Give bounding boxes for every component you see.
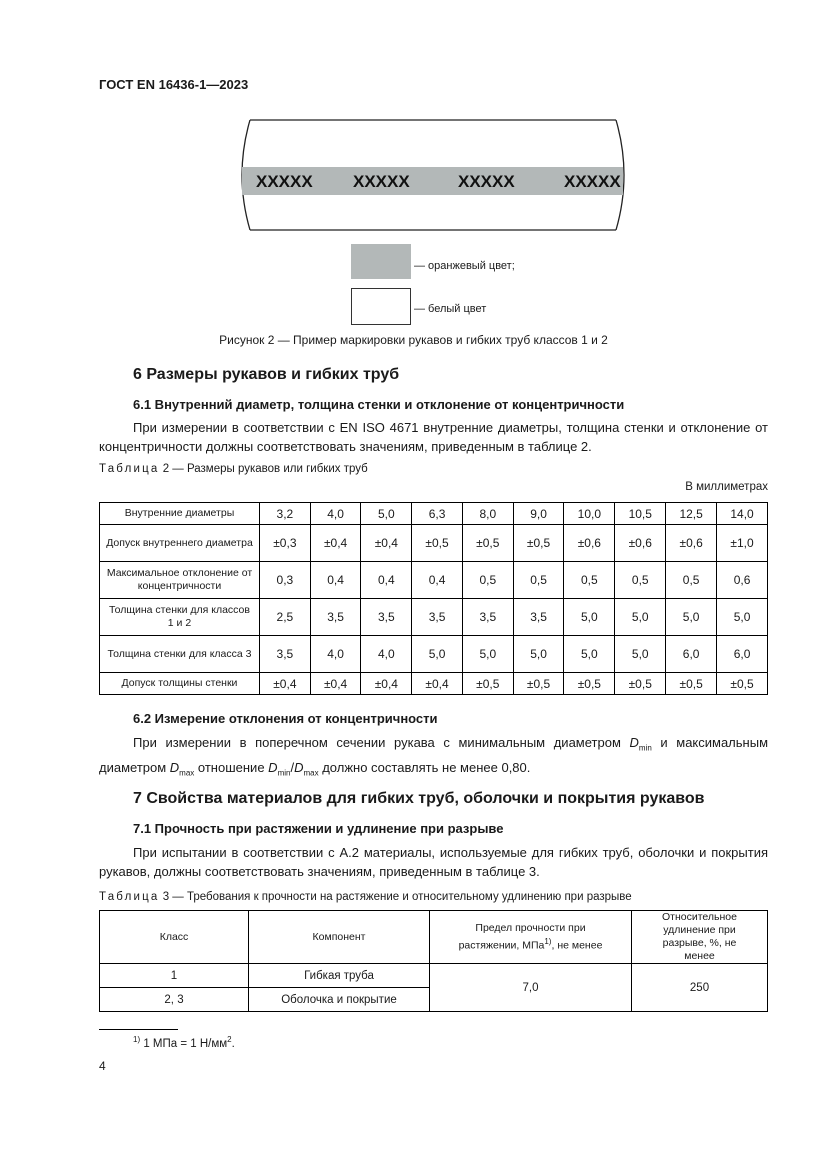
table-cell: ±0,5 <box>462 673 513 695</box>
table-cell: 14,0 <box>717 503 768 525</box>
table-3 <box>99 910 768 1012</box>
row-label: Допуск толщины стенки <box>100 673 260 695</box>
cell-component: Гибкая труба <box>249 964 430 988</box>
table-row <box>100 673 768 695</box>
symbol-d: D <box>629 735 639 750</box>
section-6-title: 6 Размеры рукавов и гибких труб <box>133 366 400 383</box>
table-cell: 0,6 <box>717 562 768 599</box>
table-row <box>100 503 768 525</box>
table-cell: ±0,5 <box>513 673 564 695</box>
table-row <box>100 525 768 562</box>
table-2-units: В миллиметрах <box>685 481 768 493</box>
table-cell: ±0,4 <box>361 525 412 562</box>
table-cell: ±0,3 <box>260 525 311 562</box>
table-cell: 0,4 <box>412 562 463 599</box>
subscript-max: max <box>179 768 195 778</box>
marking-text: XXXXX <box>564 172 621 191</box>
header-text: Предел прочности при растяжении, МПа <box>458 921 586 952</box>
table-cell: ±0,5 <box>666 673 717 695</box>
cell-class: 2, 3 <box>100 988 249 1012</box>
table-cell: ±0,6 <box>666 525 717 562</box>
table-label: Таблица <box>99 891 160 903</box>
table-row <box>100 636 768 673</box>
table-row <box>100 599 768 636</box>
table-cell: 5,0 <box>666 599 717 636</box>
table-header-row <box>100 911 768 964</box>
table-2-caption <box>99 463 368 475</box>
hose-marking-figure <box>238 118 628 243</box>
text-fragment: и максимальным диаметром <box>99 735 769 775</box>
table-cell: ±1,0 <box>717 525 768 562</box>
figure-caption: Рисунок 2 — Пример маркировки рукавов и гибких труб классов 1 и 2 <box>219 333 608 347</box>
table-cell: ±0,5 <box>513 525 564 562</box>
footnote-ref: 1) <box>544 936 552 946</box>
table-cell: ±0,5 <box>564 673 615 695</box>
table-cell: 3,5 <box>361 599 412 636</box>
table-cell: 3,5 <box>260 636 311 673</box>
section-7-1-text: При испытании в соответствии с А.2 материалы, используемые для гибких труб, оболочки и покрытия рукавов, должны соответствовать значениям, приведенным в таблице 3. <box>99 845 768 879</box>
table-caption-text: 2 — Размеры рукавов или гибких труб <box>159 463 368 475</box>
table-cell: ±0,4 <box>361 673 412 695</box>
footnote <box>133 1035 235 1050</box>
table-2 <box>99 502 768 695</box>
table-cell: 0,5 <box>462 562 513 599</box>
table-cell: 6,0 <box>666 636 717 673</box>
table-cell: 5,0 <box>564 636 615 673</box>
symbol-d: D <box>169 759 180 775</box>
table-cell: 4,0 <box>361 636 412 673</box>
table-cell: 3,5 <box>513 599 564 636</box>
table-cell: ±0,6 <box>564 525 615 562</box>
row-label: Максимальное отклонение от концентричности <box>100 562 260 599</box>
table-cell: 5,0 <box>615 636 666 673</box>
symbol-d: D <box>268 759 278 775</box>
symbol-d: D <box>294 759 304 775</box>
section-6-2-title: 6.2 Измерение отклонения от концентричности <box>133 711 438 726</box>
footnote-mark: 1) <box>133 1035 141 1044</box>
table-cell: ±0,5 <box>615 673 666 695</box>
table-row <box>100 964 768 988</box>
subscript-min: min <box>277 768 291 778</box>
table-cell: 5,0 <box>462 636 513 673</box>
legend-swatch-white <box>351 288 411 325</box>
section-6-1-text: При измерении в соответствии с EN ISO 4671 внутренние диаметры, толщина стенки и отклонение от концентричности должны соответствовать значениям, приведенным в таблице 2. <box>99 420 768 454</box>
table-cell: 4,0 <box>310 503 361 525</box>
table-cell: 10,0 <box>564 503 615 525</box>
row-label: Толщина стенки для классов 1 и 2 <box>100 599 260 636</box>
table-cell: ±0,4 <box>412 673 463 695</box>
section-7-title: 7 Свойства материалов для гибких труб, оболочки и покрытия рукавов <box>133 790 705 807</box>
table-cell: ±0,5 <box>717 673 768 695</box>
cell-elongation: 250 <box>632 964 768 1012</box>
marking-text: XXXXX <box>256 172 313 191</box>
subscript-max: max <box>303 768 319 778</box>
table-cell: 0,4 <box>361 562 412 599</box>
footnote-sup: 2 <box>227 1035 232 1044</box>
section-6-2-text <box>99 733 768 782</box>
hose-drawing <box>238 118 628 238</box>
table-cell: 4,0 <box>310 636 361 673</box>
legend-text-white: — белый цвет <box>414 303 487 315</box>
table-cell: 0,3 <box>260 562 311 599</box>
table-cell: 0,5 <box>666 562 717 599</box>
table-cell: 0,5 <box>513 562 564 599</box>
table-cell: 0,4 <box>310 562 361 599</box>
text-fragment: При измерении в поперечном сечении рукава с минимальным диаметром <box>133 735 630 750</box>
header-strength <box>430 911 632 964</box>
marking-text: XXXXX <box>353 172 410 191</box>
row-label: Внутренние диаметры <box>100 503 260 525</box>
section-6-1-title: 6.1 Внутренний диаметр, толщина стенки и отклонение от концентричности <box>133 397 625 412</box>
subscript-min: min <box>638 743 652 753</box>
footnote-text: . <box>231 1037 235 1050</box>
table-cell: ±0,5 <box>412 525 463 562</box>
table-cell: 10,5 <box>615 503 666 525</box>
table-cell: 0,5 <box>564 562 615 599</box>
table-3-caption <box>99 891 632 903</box>
table-cell: 3,2 <box>260 503 311 525</box>
footnote-text: 1 МПа = 1 Н/мм <box>140 1037 228 1050</box>
table-cell: ±0,4 <box>310 673 361 695</box>
table-cell: 2,5 <box>260 599 311 636</box>
table-cell: ±0,4 <box>260 673 311 695</box>
section-7-1-title: 7.1 Прочность при растяжении и удлинение при разрыве <box>133 821 504 836</box>
header-class: Класс <box>100 911 249 964</box>
cell-strength: 7,0 <box>430 964 632 1012</box>
document-header: ГОСТ EN 16436-1—2023 <box>99 77 249 92</box>
table-cell: ±0,5 <box>462 525 513 562</box>
table-cell: 3,5 <box>462 599 513 636</box>
header-component: Компонент <box>249 911 430 964</box>
table-cell: 6,3 <box>412 503 463 525</box>
table-cell: 0,5 <box>615 562 666 599</box>
table-cell: 3,5 <box>310 599 361 636</box>
header-elongation: Относительное удлинение при разрыве, %, не менее <box>632 911 768 964</box>
legend-swatch-orange <box>351 244 411 279</box>
row-label: Допуск внутреннего диаметра <box>100 525 260 562</box>
table-cell: 5,0 <box>361 503 412 525</box>
table-cell: 5,0 <box>717 599 768 636</box>
table-cell: 3,5 <box>412 599 463 636</box>
row-label: Толщина стенки для класса 3 <box>100 636 260 673</box>
table-cell: 5,0 <box>412 636 463 673</box>
header-text: , не менее <box>551 939 603 952</box>
table-cell: 8,0 <box>462 503 513 525</box>
cell-component: Оболочка и покрытие <box>249 988 430 1012</box>
table-cell: 5,0 <box>513 636 564 673</box>
footnote-divider <box>99 1029 178 1030</box>
table-row <box>100 562 768 599</box>
table-cell: ±0,6 <box>615 525 666 562</box>
page-number: 4 <box>99 1059 106 1073</box>
table-cell: 12,5 <box>666 503 717 525</box>
table-cell: 5,0 <box>564 599 615 636</box>
legend-text-orange: — оранжевый цвет; <box>414 260 515 272</box>
text-fragment: должно составлять не менее 0,80. <box>318 759 531 775</box>
marking-text: XXXXX <box>458 172 515 191</box>
table-label: Таблица <box>99 463 160 475</box>
table-cell: 9,0 <box>513 503 564 525</box>
table-cell: 5,0 <box>615 599 666 636</box>
table-cell: 6,0 <box>717 636 768 673</box>
table-caption-text: 3 — Требования к прочности на растяжение и относительному удлинению при разрыве <box>159 891 632 903</box>
text-fragment: отношение <box>194 759 269 775</box>
text-fragment: / <box>290 759 295 775</box>
table-cell: ±0,4 <box>310 525 361 562</box>
cell-class: 1 <box>100 964 249 988</box>
